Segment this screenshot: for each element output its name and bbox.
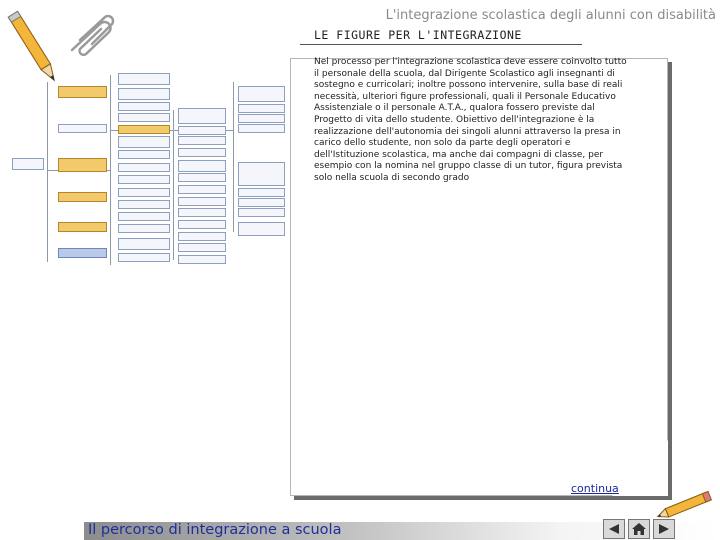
- content-paragraph: Nel processo per l'integrazione scolastica deve essere coinvolto tutto il personale della scuola, dal Dirigente Scolastico agli insegnanti di sostegno e curricolari; inoltre possono intervenire, sulla base di reali necessità, ulteriori figure professionali, quali il Personale Educativo Assistenziale o il personale A.T.A., qualora fossero previste dal Progetto di vita dello studente. Obiettivo dell'integrazione è la realizzazione dell'autonomia dei singoli alunni attraverso la presa in carico dello studente, non solo da parte degli operatori e dell'Istituzione scolastica, ma anche dai compagni di classe, per esempio con la nomina nel gruppo classe di un tutor, figura prevista solo nella scuola di secondo grado: [314, 57, 627, 183]
- home-button[interactable]: [628, 519, 650, 539]
- forward-button[interactable]: [653, 519, 675, 539]
- concept-map-image: [10, 70, 285, 270]
- page-subtitle: LE FIGURE PER L'INTEGRAZIONE: [314, 28, 522, 42]
- continue-link[interactable]: continua: [571, 482, 619, 495]
- back-icon: [607, 523, 621, 535]
- subtitle-divider: [300, 44, 582, 45]
- forward-icon: [657, 523, 671, 535]
- footer-title: Il percorso di integrazione a scuola: [88, 522, 342, 538]
- back-button[interactable]: [603, 519, 625, 539]
- paperclip-icon: [64, 10, 120, 58]
- home-icon: [631, 522, 647, 536]
- header-title: L'integrazione scolastica degli alunni con disabilità: [385, 8, 716, 23]
- content-text: [314, 57, 630, 185]
